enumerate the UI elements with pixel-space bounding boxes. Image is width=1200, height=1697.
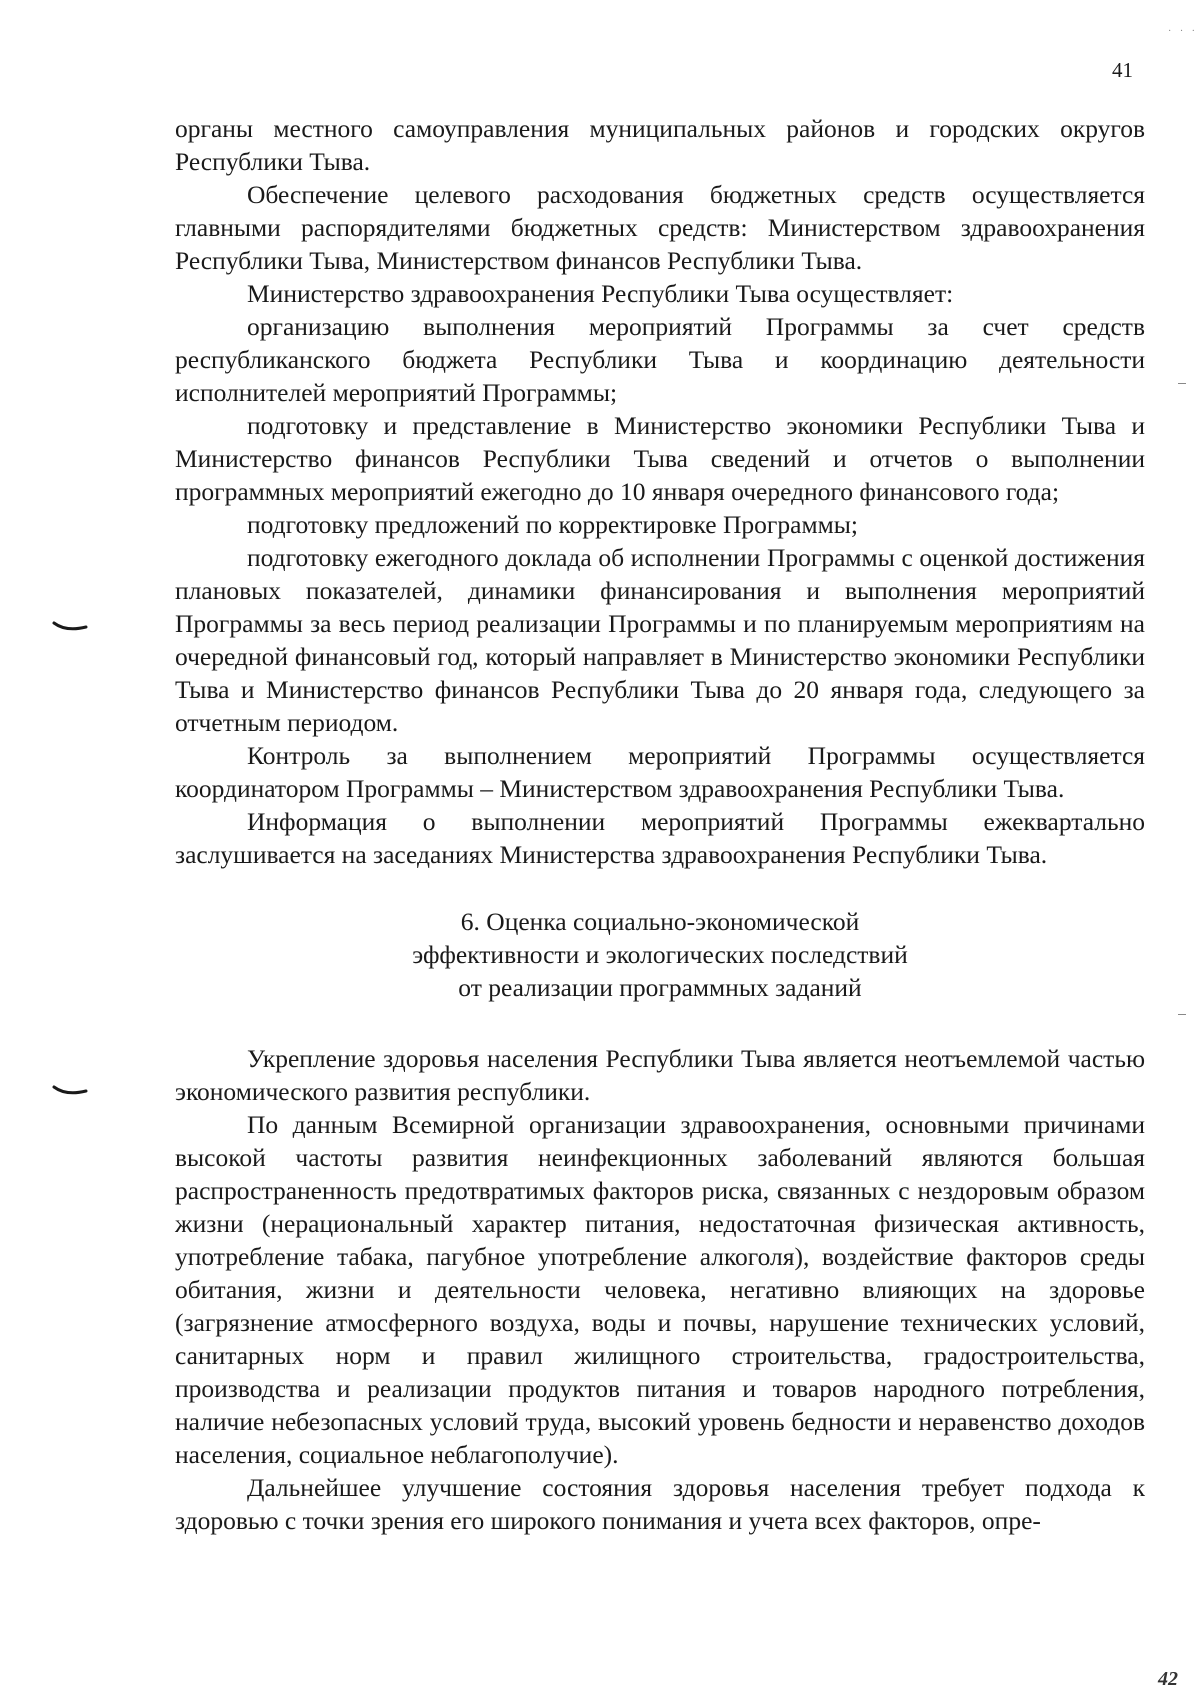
scan-edge-mark [1178, 383, 1186, 384]
paragraph: Информация о выполнении мероприятий Программы ежеквартально заслушивается на заседаниях Министерства здравоохранения Республики Тыва. [175, 807, 1145, 869]
page-number: 41 [1112, 58, 1133, 82]
section-heading-line: 6. Оценка социально-экономической [460, 907, 860, 936]
paragraph: Министерство здравоохранения Республики Тыва осуществляет: [247, 279, 954, 308]
paragraph: Укрепление здоровья населения Республики Тыва является неотъемлемой частью экономического развития республики. [175, 1044, 1145, 1106]
paragraph: Контроль за выполнением мероприятий Программы осуществляется координатором Программы – Министерством здравоохранения Республики Тыва. [175, 741, 1145, 803]
paragraph: подготовку предложений по корректировке Программы; [247, 510, 858, 539]
scan-edge-mark [1178, 1014, 1186, 1015]
paragraph: Обеспечение целевого расходования бюджетных средств осуществляется главными распорядителями бюджетных средств: Министерством здравоохранения Республики Тыва, Министерством финансов Республики Тыва. [175, 180, 1145, 275]
paragraph: организацию выполнения мероприятий Программы за счет средств республиканского бюджета Республики Тыва и координацию деятельности исполнителей мероприятий Программы; [175, 312, 1145, 407]
document-body [175, 112, 1145, 1537]
paragraph: органы местного самоуправления муниципальных районов и городских округов Республики Тыва. [175, 114, 1145, 176]
stray-dots: · · · [1168, 26, 1198, 37]
margin-tick-mark [52, 620, 88, 634]
paragraph: подготовку и представление в Министерство экономики Республики Тыва и Министерство финансов Республики Тыва сведений и отчетов о выполнении программных мероприятий ежегодно до 10 января очередного финансового года; [175, 411, 1145, 506]
margin-tick-mark [52, 1084, 88, 1098]
paragraph: подготовку ежегодного доклада об исполнении Программы с оценкой достижения плановых показателей, динамики финансирования и выполнения мероприятий Программы за весь период реализации Программы и по планируемым мероприятиям на очередной финансовый год, который направляет в Министерство экономики Республики Тыва и Министерство финансов Республики Тыва до 20 января года, следующего за отчетным периодом. [175, 543, 1145, 737]
section-heading-line: от реализации программных заданий [458, 973, 862, 1002]
paragraph: Дальнейшее улучшение состояния здоровья населения требует подхода к здоровью с точки зрения его широкого понимания и учета всех факторов, опре- [175, 1473, 1145, 1535]
paragraph: По данным Всемирной организации здравоохранения, основными причинами высокой частоты развития неинфекционных заболеваний являются большая распространенность предотвратимых факторов риска, связанных с нездоровым образом жизни (нерациональный характер питания, недостаточная физическая активность, употребление табака, пагубное употребление алкоголя), воздействие факторов среды обитания, жизни и деятельности человека, негативно влияющих на здоровье (загрязнение атмосферного воздуха, воды и почвы, нарушение технических условий, санитарных норм и правил жилищного строительства, градостроительства, производства и реализации продуктов питания и товаров народного потребления, наличие небезопасных условий труда, высокий уровень бедности и неравенство доходов населения, социальное неблагополучие). [175, 1110, 1145, 1469]
handwritten-page-number: 42 [1158, 1668, 1178, 1690]
section-heading [175, 905, 1145, 1004]
section-heading-line: эффективности и экологических последствий [412, 940, 908, 969]
